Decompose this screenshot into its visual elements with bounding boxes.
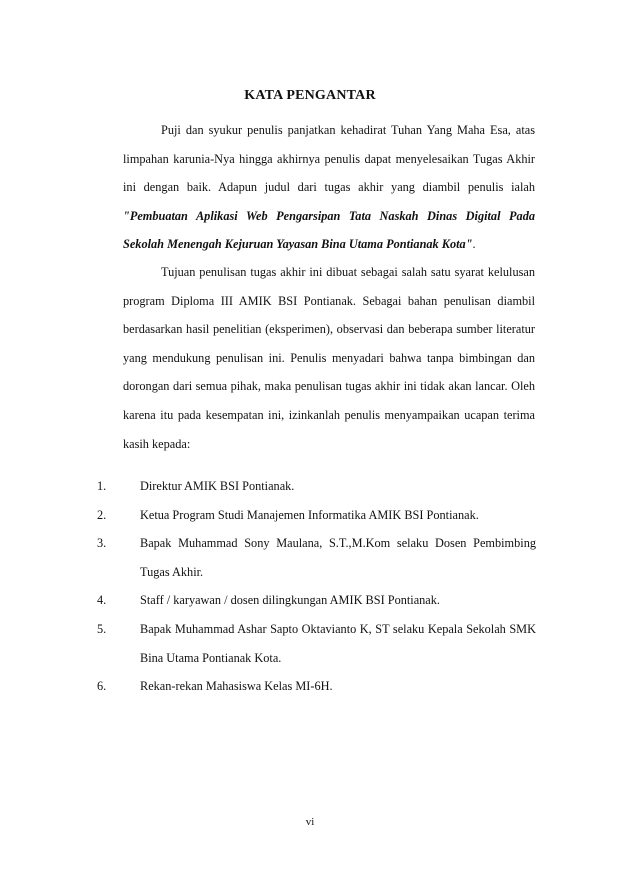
- list-item-text: Bapak Muhammad Ashar Sapto Oktavianto K, ST selaku Kepala Sekolah SMK Bina Utama Pontianak Kota.: [140, 621, 536, 665]
- list-item: [97, 615, 536, 672]
- list-item-text: Direktur AMIK BSI Pontianak.: [140, 479, 295, 493]
- list-item-number: 1.: [97, 479, 107, 493]
- list-item-text: Ketua Program Studi Manajemen Informatika AMIK BSI Pontianak.: [140, 507, 479, 522]
- list-item-number: 6.: [97, 679, 107, 694]
- thesis-title: "Pembuatan Aplikasi Web Pengarsipan Tata Naskah Dinas Digital Pada Sekolah Menengah Kejuruan Yayasan Bina Utama Pontianak Kota": [123, 208, 535, 252]
- list-item-number: 2.: [97, 507, 107, 522]
- list-item-number: 4.: [97, 593, 107, 608]
- list-item: [97, 586, 536, 615]
- paragraph-purpose: Tujuan penulisan tugas akhir ini dibuat sebagai salah satu syarat kelulusan program Diploma III AMIK BSI Pontianak. Sebagai bahan penulisan diambil berdasarkan hasil penelitian (eksperimen), observasi dan beberapa sumber literatur yang mendukung penulisan ini. Penulis menyadari bahwa tanpa bimbingan dan dorongan dari semua pihak, maka penulisan tugas akhir ini tidak akan lancar. Oleh karena itu pada kesempatan ini, izinkanlah penulis menyampaikan ucapan terima kasih kepada:: [123, 265, 535, 451]
- paragraph-intro-end: .: [472, 237, 476, 252]
- paragraph-intro-text: Puji dan syukur penulis panjatkan kehadirat Tuhan Yang Maha Esa, atas limpahan karunia-Nya hingga akhirnya penulis dapat menyelesaikan Tugas Akhir ini dengan baik. Adapun judul dari tugas akhir yang diambil penulis ialah: [123, 123, 535, 195]
- list-item: [97, 529, 536, 586]
- list-item: [97, 501, 536, 530]
- list-item-text: Rekan-rekan Mahasiswa Kelas MI-6H.: [140, 679, 333, 694]
- acknowledgement-list: [97, 472, 536, 701]
- list-item-number: 3.: [97, 536, 107, 551]
- list-item-text: Bapak Muhammad Sony Maulana, S.T.,M.Kom selaku Dosen Pembimbing Tugas Akhir.: [140, 536, 536, 579]
- page-number: vi: [305, 816, 315, 828]
- list-item-number: 5.: [97, 621, 107, 636]
- list-item: [97, 472, 536, 501]
- list-item-text: Staff / karyawan / dosen dilingkungan AMIK BSI Pontianak.: [140, 593, 440, 608]
- page-title: KATA PENGANTAR: [244, 88, 376, 103]
- paragraph-intro: [123, 116, 535, 259]
- list-item: [97, 672, 536, 701]
